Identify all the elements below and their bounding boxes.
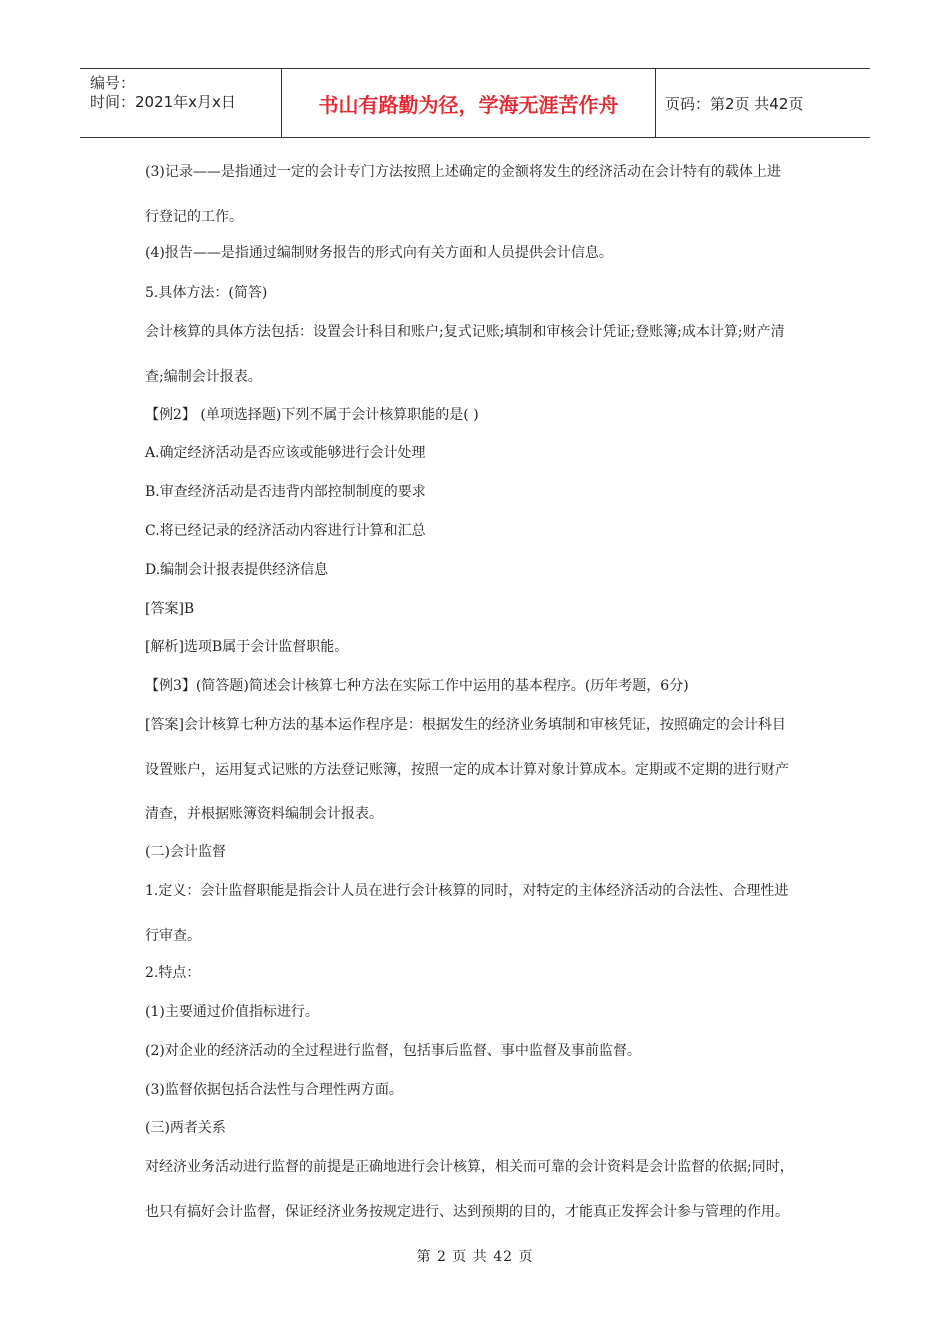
body-line: (3)记录——是指通过一定的会计专门方法按照上述确定的金额将发生的经济活动在会计特有的载体上进	[145, 164, 781, 180]
body-line: (4)报告——是指通过编制财务报告的形式向有关方面和人员提供会计信息。	[145, 245, 613, 261]
body-line: D.编制会计报表提供经济信息	[145, 562, 329, 578]
body-line: A.确定经济活动是否应该或能够进行会计处理	[145, 445, 426, 461]
body-line: 【例3】(简答题)简述会计核算七种方法在实际工作中运用的基本程序。(历年考题，6分)	[145, 678, 689, 694]
body-line: (三)两者关系	[145, 1120, 226, 1136]
body-line: 对经济业务活动进行监督的前提是正确地进行会计核算，相关而可靠的会计资料是会计监督的依据;同时，	[145, 1159, 794, 1175]
body-line: [解析]选项B属于会计监督职能。	[145, 639, 349, 655]
body-line: 查;编制会计报表。	[145, 369, 262, 385]
body-line: 5.具体方法：(简答)	[145, 285, 268, 301]
page-footer: 第 2 页 共 42 页	[416, 1249, 534, 1265]
body-line: 1.定义：会计监督职能是指会计人员在进行会计核算的同时，对特定的主体经济活动的合法性、合理性进	[145, 883, 789, 899]
body-line: 2.特点：	[145, 965, 201, 981]
body-line: (2)对企业的经济活动的全过程进行监督，包括事后监督、事中监督及事前监督。	[145, 1043, 641, 1059]
body-line: 行审查。	[145, 928, 201, 944]
body-line: C.将已经记录的经济活动内容进行计算和汇总	[145, 523, 426, 539]
document-number-label: 编号：	[90, 74, 136, 92]
body-line: 设置账户，运用复式记账的方法登记账簿，按照一定的成本计算对象计算成本。定期或不定期的进行财产	[145, 762, 789, 778]
body-line: 行登记的工作。	[145, 209, 243, 225]
body-line: [答案]B	[145, 601, 195, 617]
header-left-cell	[80, 69, 282, 137]
body-line: 清查，并根据账簿资料编制会计报表。	[145, 806, 383, 822]
document-time-label: 时间：2021年x月x日	[90, 93, 236, 111]
body-line: (1)主要通过价值指标进行。	[145, 1004, 319, 1020]
body-line: 会计核算的具体方法包括：设置会计科目和账户;复式记账;填制和审核会计凭证;登账簿;成本计算;财产清	[145, 324, 785, 340]
body-line: 也只有搞好会计监督，保证经济业务按规定进行、达到预期的目的，才能真正发挥会计参与管理的作用。	[145, 1204, 789, 1220]
body-line: 【例2】 (单项选择题)下列不属于会计核算职能的是( )	[145, 407, 479, 423]
header-motto: 书山有路勤为径，学海无涯苦作舟	[318, 93, 619, 117]
body-line: [答案]会计核算七种方法的基本运作程序是：根据发生的经济业务填制和审核凭证，按照确定的会计科目	[145, 717, 786, 733]
body-line: (3)监督依据包括合法性与合理性两方面。	[145, 1082, 403, 1098]
body-line: (二)会计监督	[145, 844, 226, 860]
body-line: B.审查经济活动是否违背内部控制制度的要求	[145, 484, 426, 500]
page-header	[80, 68, 870, 138]
header-middle-cell	[282, 69, 656, 137]
header-right-cell	[656, 69, 870, 137]
header-page-info: 页码：第2页 共42页	[665, 95, 804, 113]
